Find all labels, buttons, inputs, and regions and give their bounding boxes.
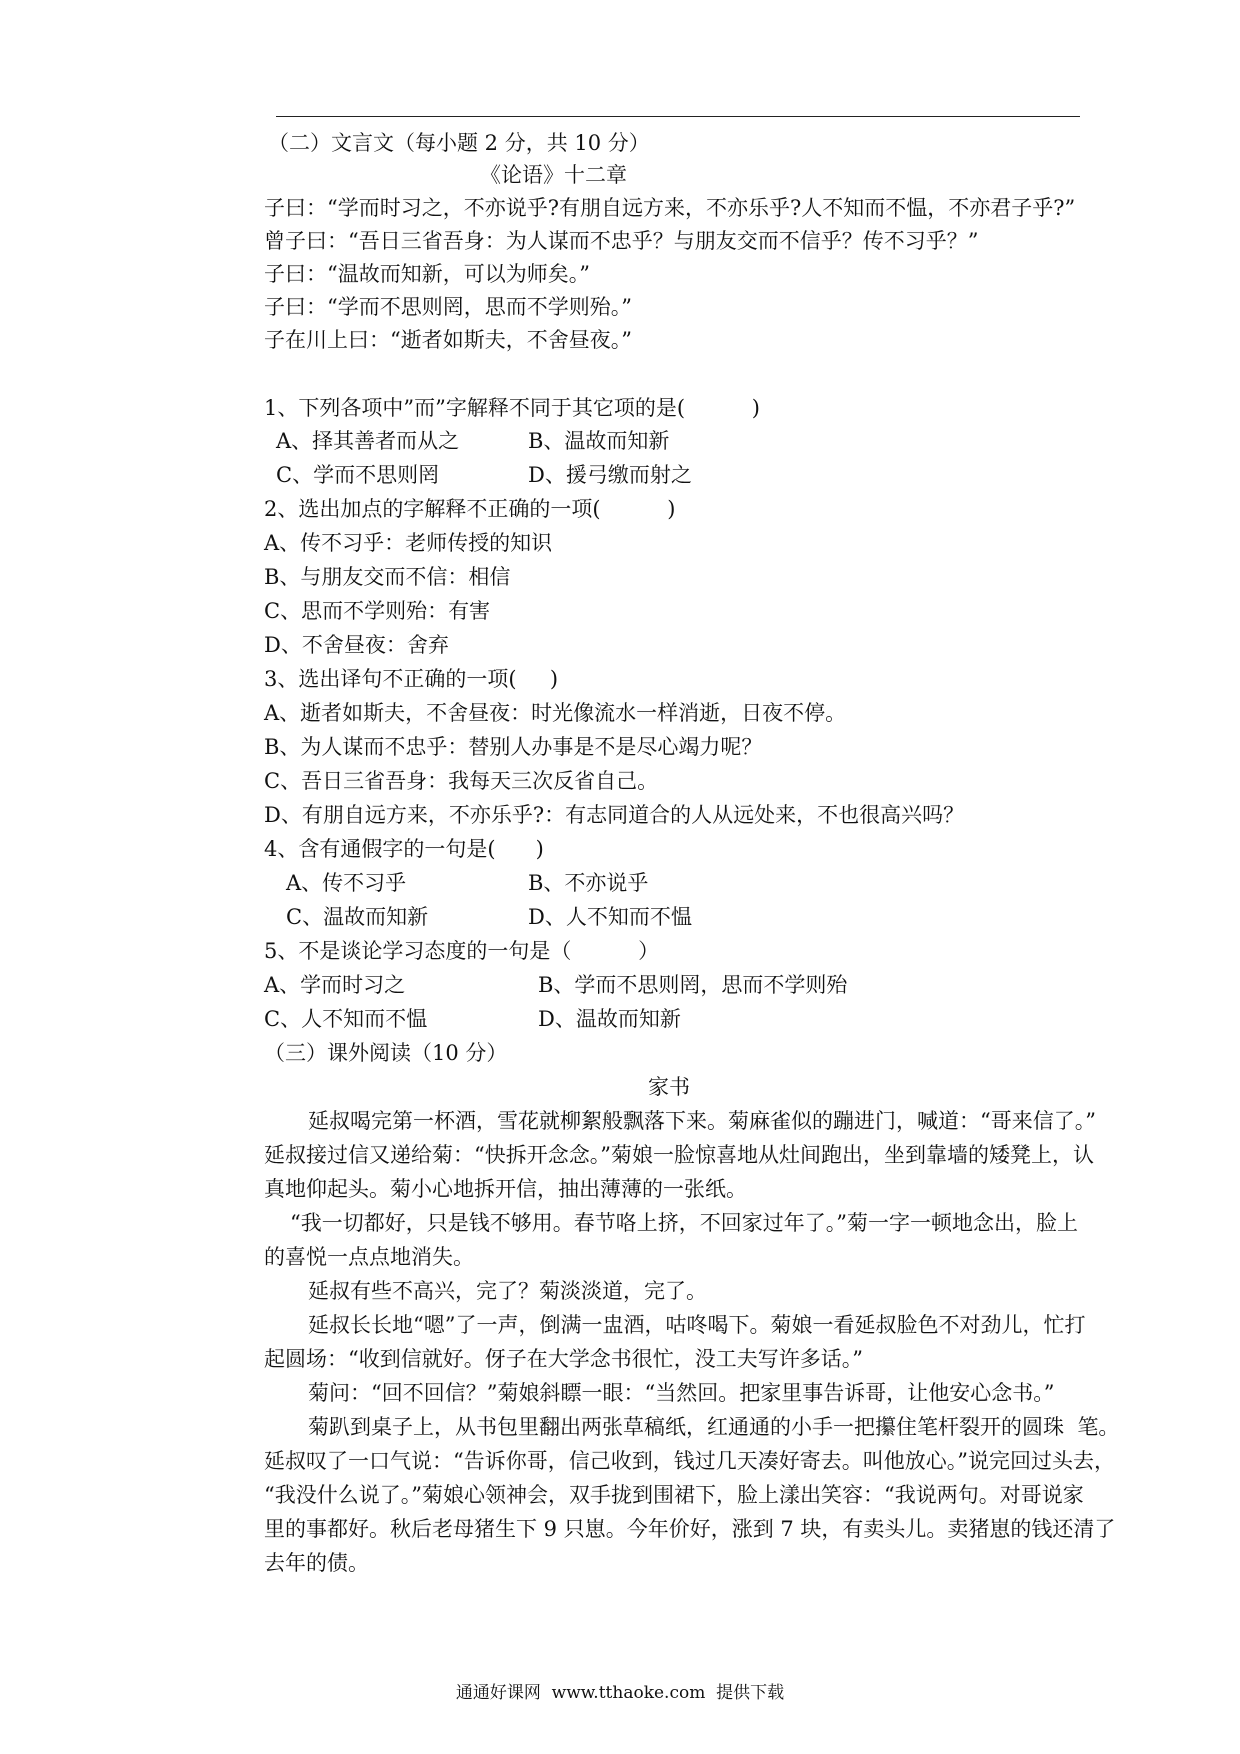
header-rule xyxy=(276,116,1080,117)
option: A、择其善者而从之 xyxy=(276,429,460,453)
option: D、温故而知新 xyxy=(538,1007,681,1031)
question-stem: 1、下列各项中”而”字解释不同于其它项的是( ) xyxy=(264,396,760,420)
reading-line: 延叔长长地“嗯”了一声，倒满一盅酒，咕咚喝下。菊娘一看延叔脸色不对劲儿，忙打 xyxy=(308,1313,1086,1337)
section-heading: （二）文言文（每小题 2 分，共 10 分） xyxy=(268,131,650,155)
option: C、温故而知新 xyxy=(286,905,429,929)
question-stem: 2、选出加点的字解释不正确的一项( ) xyxy=(264,497,676,521)
option: B、不亦说乎 xyxy=(528,871,649,895)
reading-line: 真地仰起头。菊小心地拆开信，抽出薄薄的一张纸。 xyxy=(264,1177,747,1201)
option: C、吾日三省吾身：我每天三次反省自己。 xyxy=(264,769,659,793)
reading-line: “我没什么说了。”菊娘心领神会，双手拢到围裙下，脸上漾出笑容：“我说两句。对哥说家 xyxy=(264,1483,1084,1507)
reading-line: 延叔有些不高兴，完了？菊淡淡道，完了。 xyxy=(308,1279,707,1303)
reading-line: 菊问：“回不回信？”菊娘斜瞟一眼：“当然回。把家里事告诉哥，让他安心念书。” xyxy=(308,1381,1055,1405)
reading-line: 起圆场：“收到信就好。伢子在大学念书很忙，没工夫写许多话。” xyxy=(264,1347,863,1371)
reading-line: 菊趴到桌子上，从书包里翻出两张草稿纸，红通通的小手一把攥住笔杆裂开的圆珠 笔。 xyxy=(308,1415,1120,1439)
option: C、人不知而不愠 xyxy=(264,1007,428,1031)
page-footer: 通通好课网 www.tthaoke.com 提供下载 xyxy=(455,1683,785,1703)
option: B、与朋友交而不信：相信 xyxy=(264,565,511,589)
option: A、传不习乎 xyxy=(286,871,407,895)
passage-line: 曾子曰：“吾日三省吾身：为人谋而不忠乎？与朋友交而不信乎？传不习乎？” xyxy=(264,229,979,253)
option: B、学而不思则罔，思而不学则殆 xyxy=(538,973,848,997)
option: B、温故而知新 xyxy=(528,429,670,453)
reading-line: “我一切都好，只是钱不够用。春节咯上挤，不回家过年了。”菊一字一顿地念出，脸上 xyxy=(290,1211,1078,1235)
reading-line: 延叔喝完第一杯酒，雪花就柳絮般飘落下来。菊麻雀似的蹦进门，喊道：“哥来信了。” xyxy=(308,1109,1096,1133)
reading-title: 家书 xyxy=(648,1075,690,1099)
reading-line: 里的事都好。秋后老母猪生下 9 只崽。今年价好，涨到 7 块，有卖头儿。卖猪崽的钱还清了 xyxy=(264,1517,1116,1541)
question-stem: 4、含有通假字的一句是( ) xyxy=(264,837,544,861)
question-stem: 3、选出译句不正确的一项( ) xyxy=(264,667,559,691)
option: D、有朋自远方来，不亦乐乎?：有志同道合的人从远处来，不也很高兴吗？ xyxy=(264,803,965,827)
option: B、为人谋而不忠乎：替别人办事是不是尽心竭力呢？ xyxy=(264,735,763,759)
section-heading: （三）课外阅读（10 分） xyxy=(264,1041,508,1065)
option: A、传不习乎：老师传授的知识 xyxy=(264,531,553,555)
option: C、学而不思则罔 xyxy=(276,463,440,487)
passage-line: 子曰：“学而不思则罔，思而不学则殆。” xyxy=(264,295,632,319)
passage-line: 子曰：“温故而知新，可以为师矣。” xyxy=(264,262,590,286)
reading-line: 延叔叹了一口气说：“告诉你哥，信己收到，钱过几天凑好寄去。叫他放心。”说完回过头去， xyxy=(264,1449,1115,1473)
passage-line: 子在川上曰：“逝者如斯夫，不舍昼夜。” xyxy=(264,328,632,352)
reading-line: 的喜悦一点点地消失。 xyxy=(264,1245,474,1269)
question-stem: 5、不是谈论学习态度的一句是（ ） xyxy=(264,939,660,963)
option: A、逝者如斯夫，不舍昼夜：时光像流水一样消逝，日夜不停。 xyxy=(264,701,847,725)
reading-line: 延叔接过信又递给菊：“快拆开念念。”菊娘一脸惊喜地从灶间跑出，坐到靠墙的矮凳上，认 xyxy=(264,1143,1094,1167)
option: C、思而不学则殆：有害 xyxy=(264,599,491,623)
option: D、不舍昼夜：舍弃 xyxy=(264,633,449,657)
option: A、学而时习之 xyxy=(264,973,406,997)
option: D、援弓缴而射之 xyxy=(528,463,692,487)
passage-title: 《论语》十二章 xyxy=(480,163,627,187)
option: D、人不知而不愠 xyxy=(528,905,692,929)
reading-line: 去年的债。 xyxy=(264,1551,369,1575)
passage-line: 子曰：“学而时习之，不亦说乎?有朋自远方来，不亦乐乎?人不知而不愠，不亦君子乎?” xyxy=(264,196,1076,220)
